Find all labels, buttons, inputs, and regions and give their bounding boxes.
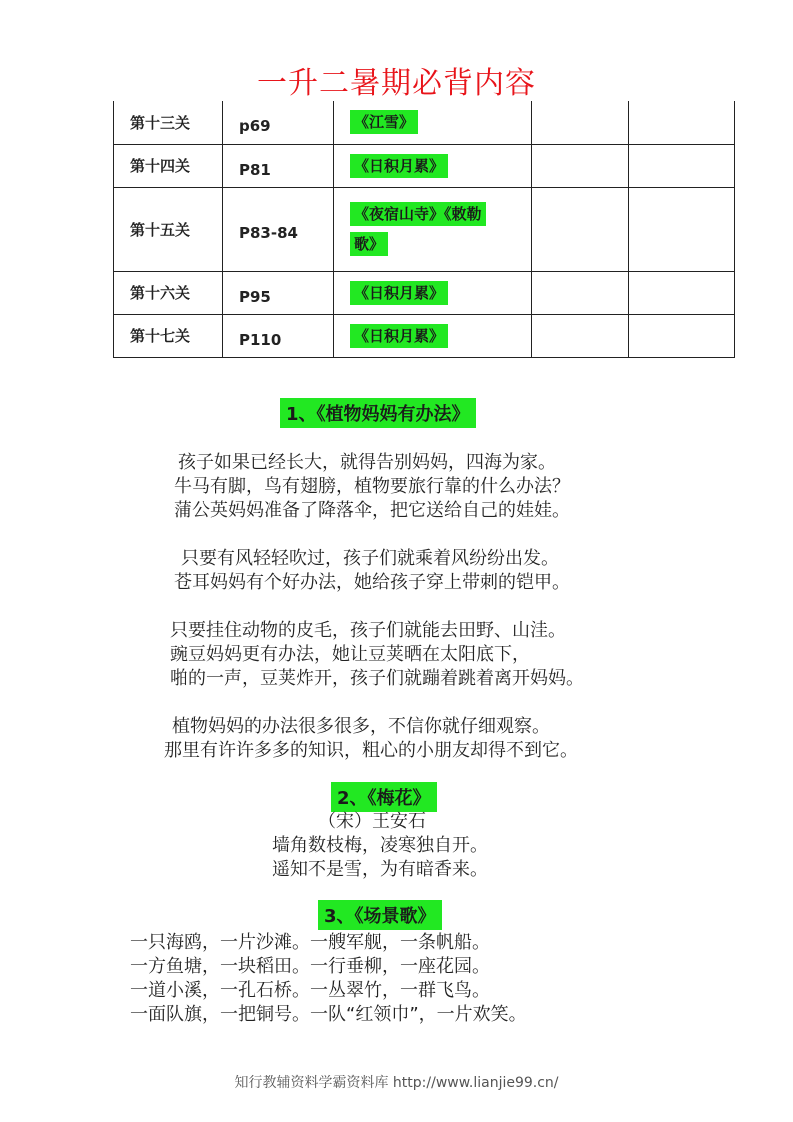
empty-cell [532,144,629,187]
content-cell [334,144,532,187]
poem-line: 一方鱼塘，一块稻田。一行垂柳，一座花园。 [130,956,490,977]
section-heading: 3、《场景歌》 [318,900,442,930]
level-cell: 第十七关 [114,314,223,357]
content-highlight: 《日积月累》 [350,281,448,305]
empty-cell [629,314,735,357]
poem-line: 墙角数枝梅，凌寒独自开。 [272,835,488,856]
page-cell: P83-84 [223,187,334,271]
page-cell: P95 [223,271,334,314]
content-cell [334,101,532,144]
content-highlight: 《日积月累》 [350,154,448,178]
poem-line: 只要有风轻轻吹过，孩子们就乘着风纷纷出发。 [181,548,559,569]
level-cell: 第十三关 [114,101,223,144]
page-title: 一升二暑期必背内容 [257,66,536,101]
empty-cell [629,187,735,271]
table-row [114,271,735,314]
poem-line: 只要挂住动物的皮毛，孩子们就能去田野、山洼。 [170,620,566,641]
empty-cell [532,187,629,271]
empty-cell [532,271,629,314]
content-highlight: 歌》 [350,232,388,256]
empty-cell [532,101,629,144]
level-cell: 第十五关 [114,187,223,271]
table-row [114,101,735,144]
page-cell: P81 [223,144,334,187]
table-row [114,144,735,187]
empty-cell [629,271,735,314]
content-highlight: 《夜宿山寺》《敕勒 [350,202,486,226]
empty-cell [532,314,629,357]
poem-line: 豌豆妈妈更有办法，她让豆荚晒在太阳底下， [170,644,530,665]
poem-line: 一面队旗，一把铜号。一队“红领巾”，一片欢笑。 [130,1004,527,1025]
poem-line: 那里有许许多多的知识，粗心的小朋友却得不到它。 [164,740,578,761]
table-row [114,314,735,357]
poem-line: 苍耳妈妈有个好办法，她给孩子穿上带刺的铠甲。 [174,572,570,593]
poem-line: 遥知不是雪，为有暗香来。 [272,859,488,880]
empty-cell [629,101,735,144]
empty-cell [629,144,735,187]
table-row [114,187,735,271]
level-cell: 第十四关 [114,144,223,187]
poem-line: 一道小溪，一孔石桥。一丛翠竹，一群飞鸟。 [130,980,490,1001]
level-cell: 第十六关 [114,271,223,314]
footer-text: 知行教辅资料学霸资料库 http://www.lianjie99.cn/ [234,1075,559,1091]
poem-author: （宋）王安石 [318,811,426,832]
content-cell [334,271,532,314]
poem-line: 孩子如果已经长大，就得告别妈妈，四海为家。 [178,452,556,473]
page-cell: P110 [223,314,334,357]
content-highlight: 《日积月累》 [350,324,448,348]
poem-line: 啪的一声，豆荚炸开，孩子们就蹦着跳着离开妈妈。 [170,668,584,689]
content-cell [334,314,532,357]
levels-table [113,101,735,358]
section-heading: 1、《植物妈妈有办法》 [280,398,476,428]
section-heading: 2、《梅花》 [331,782,437,812]
page-cell: p69 [223,101,334,144]
poem-line: 植物妈妈的办法很多很多，不信你就仔细观察。 [172,716,550,737]
poem-line: 蒲公英妈妈准备了降落伞，把它送给自己的娃娃。 [174,500,570,521]
content-highlight: 《江雪》 [350,110,418,134]
poem-line: 牛马有脚，鸟有翅膀，植物要旅行靠的什么办法？ [174,476,570,497]
content-cell [334,187,532,271]
poem-line: 一只海鸥，一片沙滩。一艘军舰，一条帆船。 [130,932,490,953]
